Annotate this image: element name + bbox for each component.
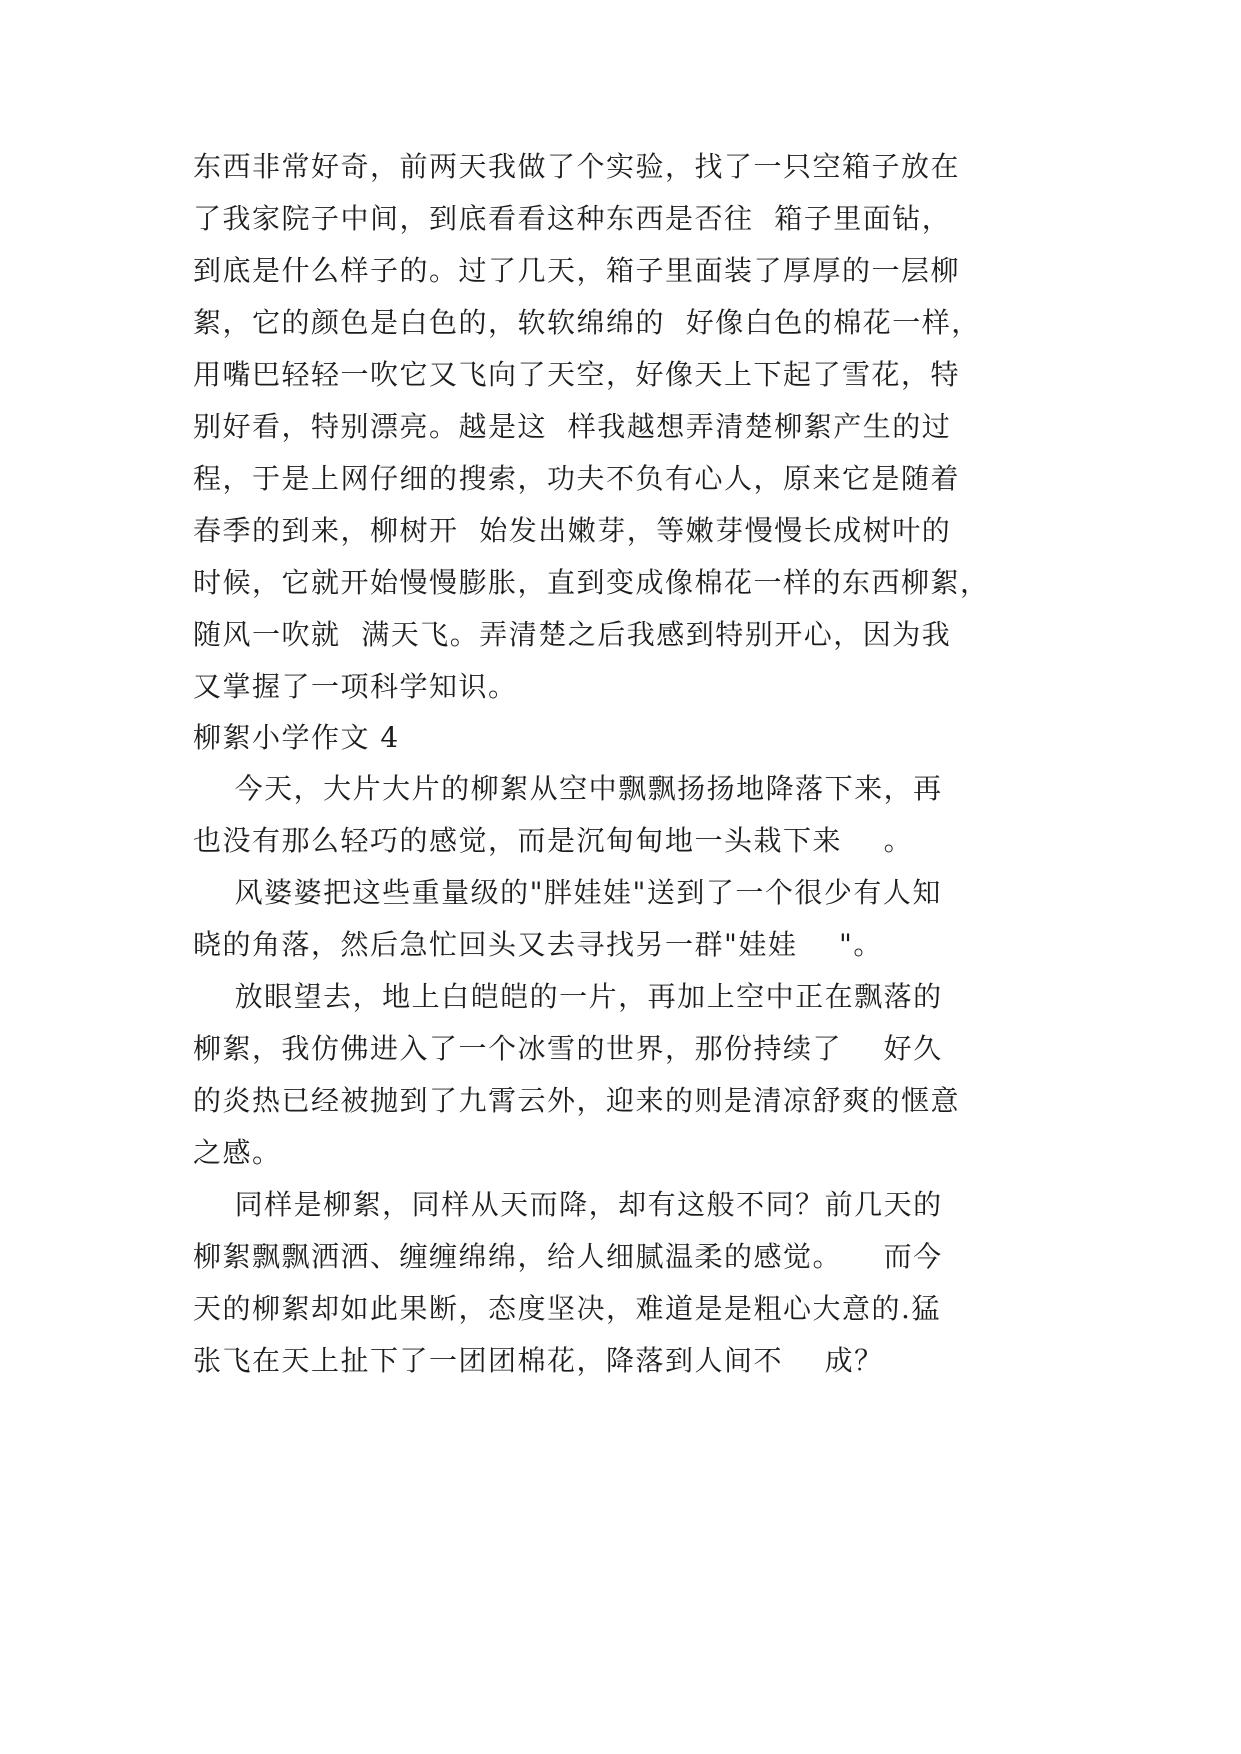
- text-line: 柳絮，我仿佛进入了一个冰雪的世界，那份持续了 好久: [193, 1032, 943, 1065]
- text-line: 天的柳絮却如此果断，态度坚决，难道是是粗心大意的.猛: [193, 1292, 941, 1325]
- text-line: 同样是柳絮，同样从天而降，却有这般不同？前几天的: [193, 1188, 943, 1221]
- text-line: 晓的角落，然后急忙回头又去寻找另一群"娃娃 "。: [193, 928, 883, 961]
- text-line: 今天，大片大片的柳絮从空中飘飘扬扬地降落下来，再: [193, 772, 943, 805]
- text-line: 风婆婆把这些重量级的"胖娃娃"送到了一个很少有人知: [193, 876, 942, 909]
- text-line: 的炎热已经被抛到了九霄云外，迎来的则是清凉舒爽的惬意: [193, 1084, 961, 1117]
- text-line: 春季的到来，柳树开 始发出嫩芽，等嫩芽慢慢长成树叶的: [193, 514, 952, 547]
- text-line: 之感。: [193, 1136, 282, 1169]
- text-line: 絮，它的颜色是白色的，软软绵绵的 好像白色的棉花一样，: [193, 306, 981, 339]
- text-line: 张飞在天上扯下了一团团棉花，降落到人间不 成？: [193, 1344, 884, 1377]
- text-line: 程，于是上网仔细的搜索，功夫不负有心人，原来它是随着: [193, 462, 961, 495]
- text-line: 随风一吹就 满天飞。弄清楚之后我感到特别开心，因为我: [193, 618, 952, 651]
- text-line: 也没有那么轻巧的感觉，而是沉甸甸地一头栽下来 。: [193, 824, 914, 857]
- text-line: 到底是什么样子的。过了几天，箱子里面装了厚厚的一层柳: [193, 254, 961, 287]
- text-line: 柳絮飘飘洒洒、缠缠绵绵，给人细腻温柔的感觉。 而今: [193, 1240, 943, 1273]
- text-line: 别好看，特别漂亮。越是这 样我越想弄清楚柳絮产生的过: [193, 410, 952, 443]
- section-heading: 柳絮小学作文 4: [193, 721, 400, 754]
- text-line: 用嘴巴轻轻一吹它又飞向了天空，好像天上下起了雪花，特: [193, 358, 961, 391]
- text-line: 又掌握了一项科学知识。: [193, 670, 518, 703]
- text-line: 时候，它就开始慢慢膨胀，直到变成像棉花一样的东西柳絮，: [193, 566, 990, 599]
- text-line: 放眼望去，地上白皑皑的一片，再加上空中正在飘落的: [193, 980, 943, 1013]
- text-line: 了我家院子中间，到底看看这种东西是否往 箱子里面钻，: [193, 202, 952, 235]
- text-line: 东西非常好奇，前两天我做了个实验，找了一只空箱子放在: [193, 150, 961, 183]
